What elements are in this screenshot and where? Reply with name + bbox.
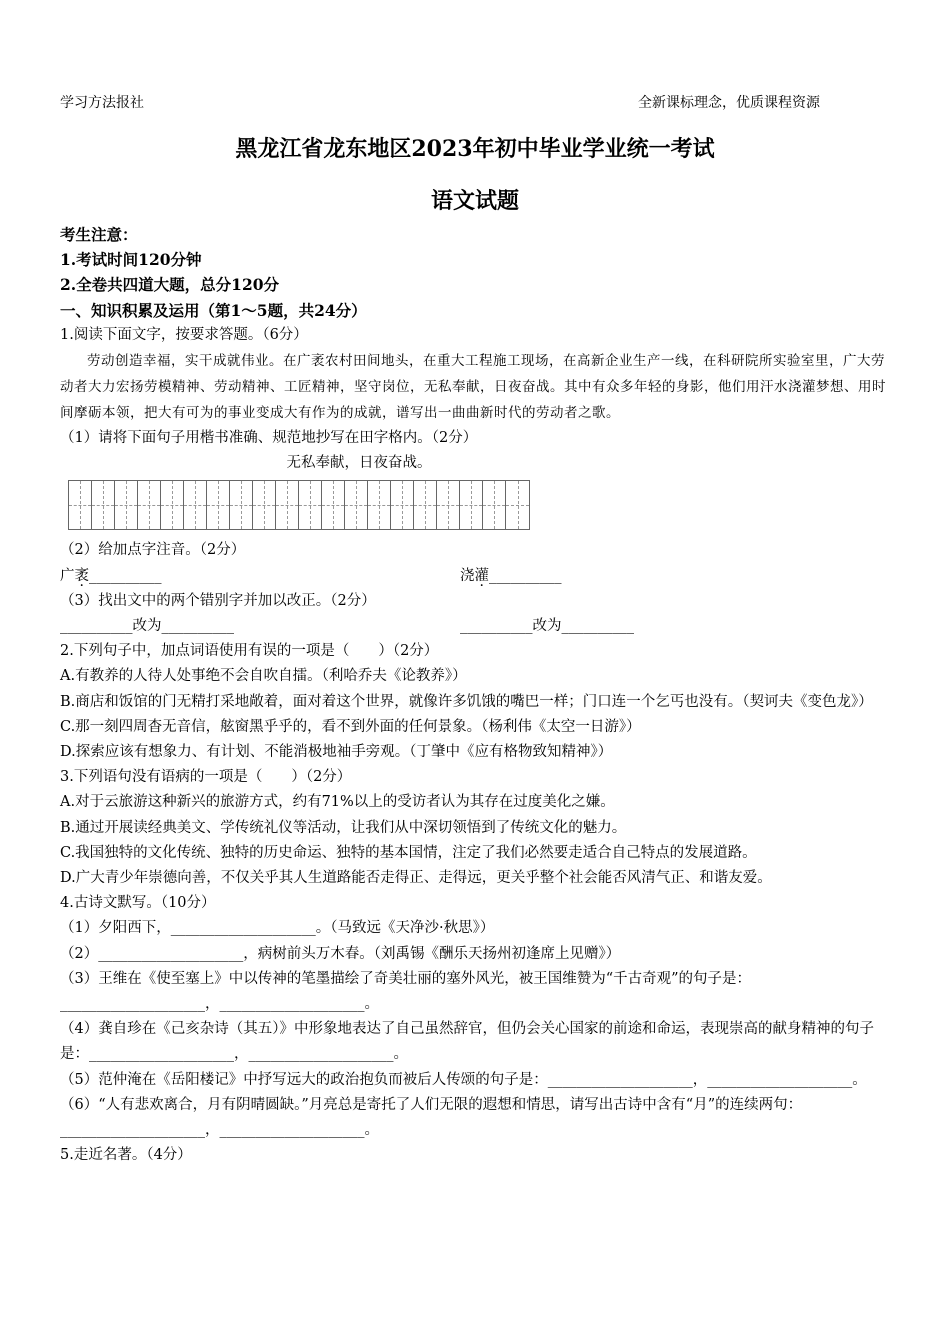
grid-cell[interactable] (391, 481, 414, 529)
grid-cell[interactable] (184, 481, 207, 529)
copy-sentence: 无私奉献，日夜奋战。 (286, 455, 432, 472)
grid-cell[interactable] (437, 481, 460, 529)
option-item: B.商店和饭馆的门无精打采地敞着，面对着这个世界，就像许多饥饿的嘴巴一样；门口连一个乞丐也没有。（契诃夫《变色龙》） (60, 693, 873, 710)
grid-cell[interactable] (161, 481, 184, 529)
answer-blank[interactable]: __________ (89, 567, 162, 584)
option-item: A.有教养的人待人处事绝不会自吹自擂。（利哈乔夫《论教养》） (60, 668, 467, 685)
option-item: A.对于云旅游这种新兴的旅游方式，约有71%以上的受访者认为其存在过度美化之嫌。 (60, 794, 615, 811)
recite-item: （5）范仲淹在《岳阳楼记》中抒写远大的政治抱负而被后人传颂的句子是：____________________，____________________。 (60, 1071, 867, 1088)
sub-question: （2）给加点字注音。（2分） (60, 542, 246, 559)
notice-heading: 考生注意： (60, 225, 138, 244)
grid-cell[interactable] (299, 481, 322, 529)
grid-cell[interactable] (138, 481, 161, 529)
recite-item: （3）王维在《使至塞上》中以传神的笔墨描绘了奇美壮丽的塞外风光，被王国维赞为“千古奇观”的句子是：____________________，____________________。 (60, 970, 752, 1013)
exam-body (60, 222, 888, 1169)
answer-blank[interactable]: __________改为__________ (460, 618, 634, 635)
exam-title: 黑龙江省龙东地区2023年初中毕业学业统一考试 (235, 136, 715, 162)
reading-passage: 劳动创造幸福，实干成就伟业。在广袤农村田间地头，在重大工程施工现场，在高新企业生产一线，在科研院所实验室里，广大劳动者大力宏扬劳模精神、劳动精神、工匠精神，坚守岗位，无私奉献，日夜奋战。其中有众多年轻的身影，他们用汗水浇灌梦想、用时间摩砺本领，把大有可为的事业变成大有作为的成就，谱写出一曲曲新时代的劳动者之歌。 (60, 353, 886, 422)
exam-subtitle: 语文试题 (430, 188, 519, 214)
notice-item: 2.全卷共四道大题，总分120分 (60, 275, 280, 295)
section-heading: 一、知识积累及运用（第1～5题，共24分） (60, 300, 367, 320)
grid-cell[interactable] (92, 481, 115, 529)
grid-cell[interactable] (460, 481, 483, 529)
grid-cell[interactable] (115, 481, 138, 529)
question-stem: 5.走近名著。（4分） (60, 1147, 192, 1164)
answer-blank[interactable]: __________ (489, 567, 562, 584)
header-right: 全新课标理念，优质课程资源 (638, 95, 820, 111)
recite-item: （2）____________________，病树前头万木春。（刘禹锡《酬乐天扬州初逢席上见赠》） (60, 945, 621, 962)
sub-question: （1）请将下面句子用楷书准确、规范地抄写在田字格内。（2分） (60, 430, 478, 447)
grid-cell[interactable] (207, 481, 230, 529)
option-item: D.广大青少年崇德向善，不仅关乎其人生道路能否走得正、走得远，更关乎整个社会能否风清气正、和谐友爱。 (60, 870, 772, 887)
grid-cell[interactable] (253, 481, 276, 529)
grid-cell[interactable] (414, 481, 437, 529)
grid-cell[interactable] (230, 481, 253, 529)
answer-blank[interactable]: __________改为__________ (60, 618, 234, 635)
recite-item: （1）夕阳西下，____________________。（马致远《天净沙·秋思》） (60, 920, 495, 937)
recite-item: （6）“人有悲欢离合，月有阴晴圆缺。”月亮总是寄托了人们无限的遐想和情思，请写出古诗中含有“月”的连续两句：____________________，____________________。 (60, 1096, 803, 1139)
grid-cell[interactable] (322, 481, 345, 529)
option-item: D.探索应该有想象力、有计划、不能消极地袖手旁观。（丁肇中《应有格物致知精神》） (60, 744, 613, 761)
word-text: 浇 (460, 567, 475, 584)
correction-row (60, 614, 888, 639)
grid-cell[interactable] (483, 481, 506, 529)
pinyin-row (60, 564, 888, 589)
option-item: C.我国独特的文化传统、独特的历史命运、独特的基本国情，注定了我们必然要走适合自己特点的发展道路。 (60, 844, 757, 861)
grid-cell[interactable] (69, 481, 92, 529)
tianzige-grid[interactable] (68, 480, 530, 530)
header-left: 学习方法报社 (60, 95, 144, 111)
question-stem: 3.下列语句没有语病的一项是（ ）（2分） (60, 769, 352, 786)
grid-cell[interactable] (345, 481, 368, 529)
sub-question: （3）找出文中的两个错别字并加以改正。（2分） (60, 592, 376, 609)
grid-cell[interactable] (276, 481, 299, 529)
word-text: 广 (60, 567, 75, 584)
dotted-char: 灌 (474, 567, 489, 584)
question-stem: 4.古诗文默写。（10分） (60, 895, 216, 912)
recite-item: （4）龚自珍在《己亥杂诗（其五）》中形象地表达了自己虽然辞官，但仍会关心国家的前途和命运，表现崇高的献身精神的句子是：____________________，____________________。 (60, 1021, 874, 1063)
grid-cell[interactable] (368, 481, 391, 529)
grid-cell[interactable] (506, 481, 529, 529)
question-stem: 2.下列句子中，加点词语使用有误的一项是（ ）（2分） (60, 643, 439, 660)
dotted-char: 袤 (74, 567, 89, 584)
option-item: B.通过开展读经典美文、学传统礼仪等活动，让我们从中深切领悟到了传统文化的魅力。 (60, 819, 627, 836)
option-item: C.那一刻四周杳无音信，舷窗黑乎乎的，看不到外面的任何景象。（杨利伟《太空一日游》） (60, 718, 641, 735)
notice-item: 1.考试时间120分钟 (60, 250, 202, 270)
question-stem: 1.阅读下面文字，按要求答题。（6分） (60, 326, 308, 343)
